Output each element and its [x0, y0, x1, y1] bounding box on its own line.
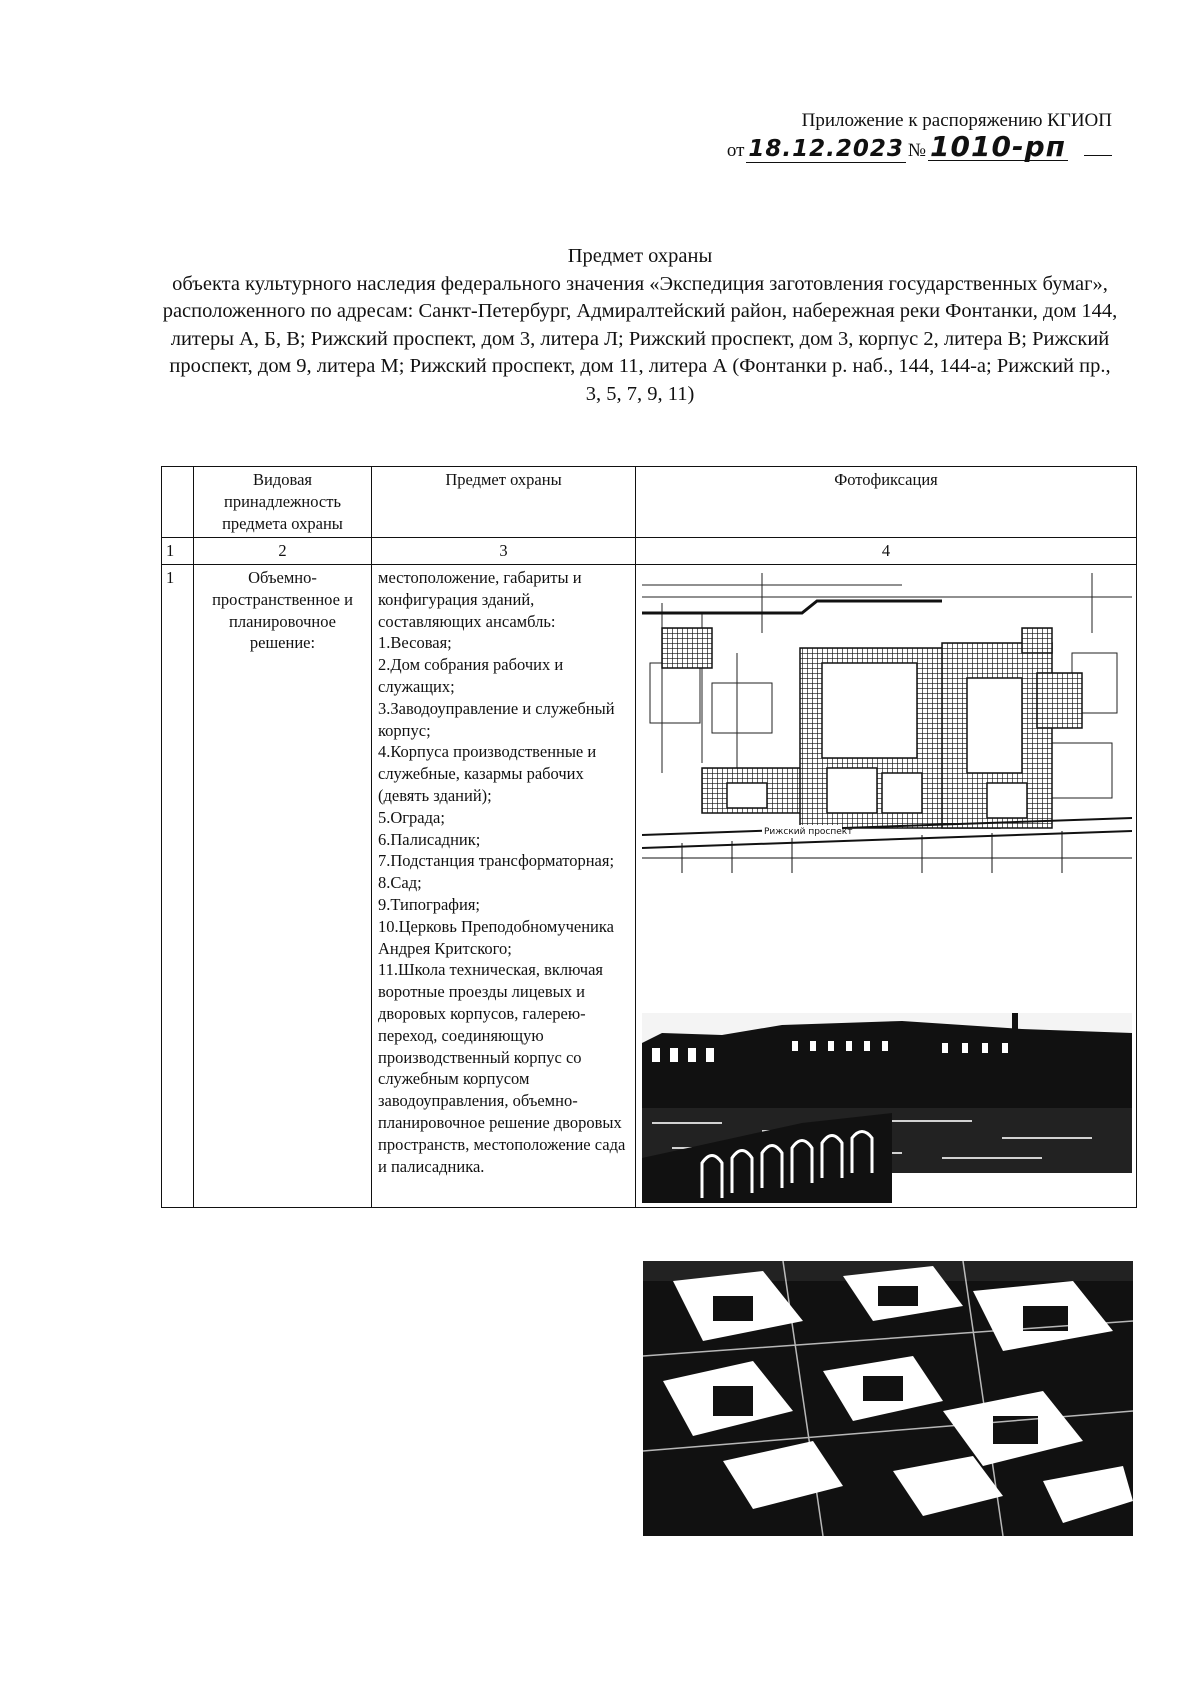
document-title: [160, 243, 1120, 408]
list-item: 9.Типография;: [378, 894, 480, 914]
column-number: 1: [162, 538, 194, 565]
column-number: 4: [636, 538, 1137, 565]
protection-table: [161, 466, 1137, 1208]
protection-items-cell: [372, 565, 636, 1208]
site-plan-image: [642, 573, 1132, 873]
aerial-view-image: [643, 1261, 1133, 1541]
table-header-row: [162, 467, 1137, 538]
header-cell: Видовая принадлежность предмета охраны: [194, 467, 372, 538]
column-numbers-row: [162, 538, 1137, 565]
embankment-photo-frame: [642, 1013, 1132, 1203]
number-sign: №: [907, 140, 927, 161]
list-item: 8.Сад;: [378, 873, 422, 893]
list-item: местоположение, габариты и конфигурация зданий, составляющих ансамбль:: [378, 568, 582, 631]
appendix-date-number: [726, 130, 1112, 164]
header-cell: Предмет охраны: [372, 467, 636, 538]
header-cell: Фотофиксация: [636, 467, 1137, 538]
table-row: [162, 565, 1137, 1208]
column-number: 2: [194, 538, 372, 565]
list-item: 5.Ограда;: [378, 807, 445, 827]
list-item: 1.Весовая;: [378, 633, 452, 653]
photo-gallery: [642, 567, 1130, 1197]
order-number: 1010-рп: [930, 130, 1066, 163]
underline-mark: [1084, 155, 1112, 156]
column-number: 3: [372, 538, 636, 565]
category-cell: Объемно-пространственное и планировочное решение:: [194, 565, 372, 1208]
list-item: 7.Подстанция трансформаторная;: [378, 851, 615, 871]
title-heading: Предмет охраны: [567, 245, 713, 267]
list-item: 11.Школа техническая, включая воротные проезды лицевых и дворовых корпусов, галерею-переход, соединяющую производственный корпус со служебным корпусом заводоуправления, объемно-планировочное решение дворовых пространств, местоположение сада и палисадника.: [378, 960, 626, 1176]
row-number: 1: [162, 565, 194, 1208]
list-item: 2.Дом собрания рабочих и служащих;: [378, 655, 564, 696]
list-item: 6.Палисадник;: [378, 829, 481, 849]
list-item: 4.Корпуса производственные и служебные, казармы рабочих (девять зданий);: [378, 742, 597, 805]
from-label: от: [726, 140, 745, 161]
title-subtitle: объекта культурного наследия федерального значения «Экспедиция заготовления государственных бумаг», расположенного по адресам: Санкт-Петербург, Адмиралтейский район, набережная реки Фонтанки, дом 144, литеры А, Б, В; Рижский проспект, дом 3, литера Л; Рижский проспект, дом 3, корпус 2, литера В; Рижский проспект, дом 9, литера М; Рижский проспект, дом 11, литера А (Фонтанки р. наб., 144, 144-а; Рижский пр., 3, 5, 7, 9, 11): [162, 272, 1118, 405]
header-cell: [162, 467, 194, 538]
appendix-reference: [692, 108, 1112, 164]
photo-cell: [636, 565, 1137, 1208]
list-item: 3.Заводоуправление и служебный корпус;: [378, 698, 615, 740]
order-date: 18.12.2023: [748, 136, 904, 162]
list-item: 10.Церковь Преподобномученика Андрея Критского;: [378, 916, 614, 958]
appendix-line: Приложение к распоряжению КГИОП: [801, 110, 1112, 131]
map-street-label: Рижский проспект: [764, 827, 853, 837]
